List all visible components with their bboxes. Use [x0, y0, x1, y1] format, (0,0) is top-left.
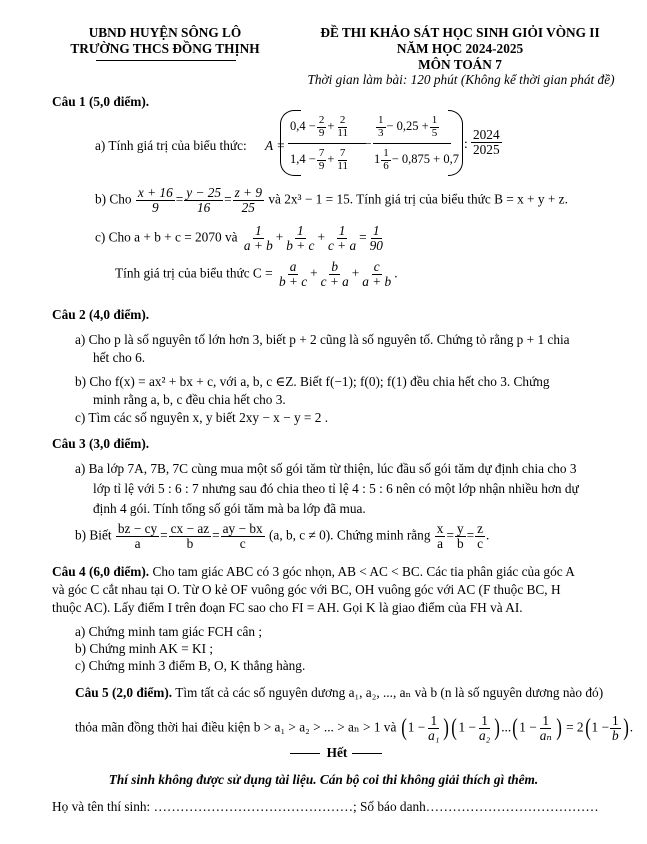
q1b: b) Cho $\frac{x + 16}{9}$ = $\frac{y - 25}{16}$ = $\frac{z + 9}{25}$ và 2x³ − 1 = 15. Tính giá trị của biểu thức B = x + y + z. [95, 185, 568, 215]
a-num-right: $\frac{1}{3}$ − 0,25 + $\frac{1}{5}$ [378, 114, 438, 139]
a-last-frac: $\frac{2024}{2025}$ [473, 127, 500, 157]
a-den-right: 1 $\frac{1}{6}$ − 0,875 + 0,7 [374, 147, 459, 172]
q2c: c) Tìm các số nguyên x, y biết 2xy − x − y = 2 . [75, 410, 329, 425]
time-limit: Thời gian làm bài: 120 phút (Không kể thời gian phát đề) [307, 72, 615, 87]
q3b: b) Biết $\frac{bz - cy}{a}$ = $\frac{cx - az}{b}$ = $\frac{ay - bx}{c}$ (a, b, c ≠ 0). Chứng minh rằng $\frac{x}{a}$ = $\frac{y}{b}$ = $\frac{z}{c}$ . [75, 521, 490, 551]
exam-note: Thí sinh không được sử dụng tài liệu. Cán bộ coi thi không giải thích gì thêm. [108, 772, 539, 787]
q1a-text: a) Tính giá trị của biểu thức: [95, 138, 247, 153]
q3a-line1: a) Ba lớp 7A, 7B, 7C cùng mua một số gói tăm từ thiện, lúc đầu số gói tăm dự định chia cho 3 [75, 461, 577, 476]
q5-line1: Câu 5 (2,0 điểm). Tìm tất cả các số nguyên dương a₁, a₂, ..., aₙ và b (n là số nguyên dương nào đó) [75, 685, 604, 700]
q5-line2: thỏa mãn đồng thời hai điều kiện b > a₁ > a₂ > ... > aₙ > 1 và (1 − $\frac{1}{\text{a₁}}$ )(1 − $\frac{1}{\text{a₂}}$ )...(1 − $\frac{1}{\text{aₙ}}$ ) = 2(1 − $\frac{1}{b}$ ). [75, 713, 634, 743]
q4a: a) Chứng minh tam giác FCH cân ; [75, 624, 263, 639]
org-name: UBND HUYỆN SÔNG LÔ [88, 25, 242, 40]
a-div: : [464, 136, 468, 151]
a-num-left: 0,4 − $\frac{2}{9}$ + $\frac{2}{11}$ [290, 114, 348, 139]
q1a-var: A = [265, 138, 286, 153]
q4b: b) Chứng minh AK = KI ; [75, 641, 214, 656]
q1-heading: Câu 1 (5,0 điểm). [52, 94, 150, 109]
q4-line2: và góc C cắt nhau tại O. Từ O kẻ OF vuông góc với BC, OH vuông góc với AC (F thuộc BC, H [52, 582, 561, 597]
end-marker: Hết [326, 745, 348, 760]
q3a-line2: lớp tỉ lệ với 5 : 6 : 7 nhưng sau đó chia theo tỉ lệ 4 : 5 : 6 nên có một lớp nhận nhiều hơn dự [93, 481, 579, 496]
q2a-line1: a) Cho p là số nguyên tố lớn hơn 3, biết p + 2 cũng là số nguyên tố. Chứng tỏ rằng p + 1 chia [75, 332, 570, 347]
q4-line1: Câu 4 (6,0 điểm). Cho tam giác ABC có 3 góc nhọn, AB < AC < BC. Các tia phân giác của góc A [52, 564, 575, 579]
school-year: NĂM HỌC 2024-2025 [396, 41, 524, 56]
a-frac-bar-left [288, 143, 366, 144]
end-rule-left [290, 753, 320, 754]
q2a-line2: hết cho 6. [93, 350, 146, 365]
q2b-line2: minh rằng a, b, c đều chia hết cho 3. [93, 392, 286, 407]
q2b-line1: b) Cho f(x) = ax² + bx + c, với a, b, c ∈Z. Biết f(−1); f(0); f(1) đều chia hết cho 3. Chứng [75, 374, 550, 389]
school-name: TRƯỜNG THCS ĐỒNG THỊNH [70, 41, 260, 56]
a-frac-bar-right [373, 143, 451, 144]
subject: MÔN TOÁN 7 [418, 57, 502, 72]
q4c: c) Chứng minh 3 điểm B, O, K thẳng hàng. [75, 658, 306, 673]
header-underline [96, 60, 236, 61]
exam-title: ĐỀ THI KHẢO SÁT HỌC SINH GIỎI VÒNG II [320, 25, 600, 40]
candidate-info-line: Họ và tên thí sinh: ………………………………………; Số báo danh………………………………… [52, 799, 599, 814]
end-rule-right [352, 753, 382, 754]
q3-heading: Câu 3 (3,0 điểm). [52, 436, 150, 451]
a-den-left: 1,4 − $\frac{7}{9}$ + $\frac{7}{11}$ [290, 147, 348, 172]
q4-line3: thuộc AC). Lấy điểm I trên đoạn FC sao cho FI = AH. Gọi K là giao điểm của FH và AI. [52, 600, 523, 615]
q1c: c) Cho a + b + c = 2070 và $\frac{1}{a + b}$ + $\frac{1}{b + c}$ + $\frac{1}{c + a}$ = $\frac{1}{90}$ [95, 223, 383, 253]
q1c-2: Tính giá trị của biểu thức C = $\frac{a}{b + c}$ + $\frac{b}{c + a}$ + $\frac{c}{a + b}$ . [115, 259, 398, 289]
minus-sign: − [364, 136, 372, 151]
q3a-line3: định 4 gói. Tính tổng số gói tăm mà ba lớp đã mua. [93, 501, 366, 516]
q2-heading: Câu 2 (4,0 điểm). [52, 307, 150, 322]
